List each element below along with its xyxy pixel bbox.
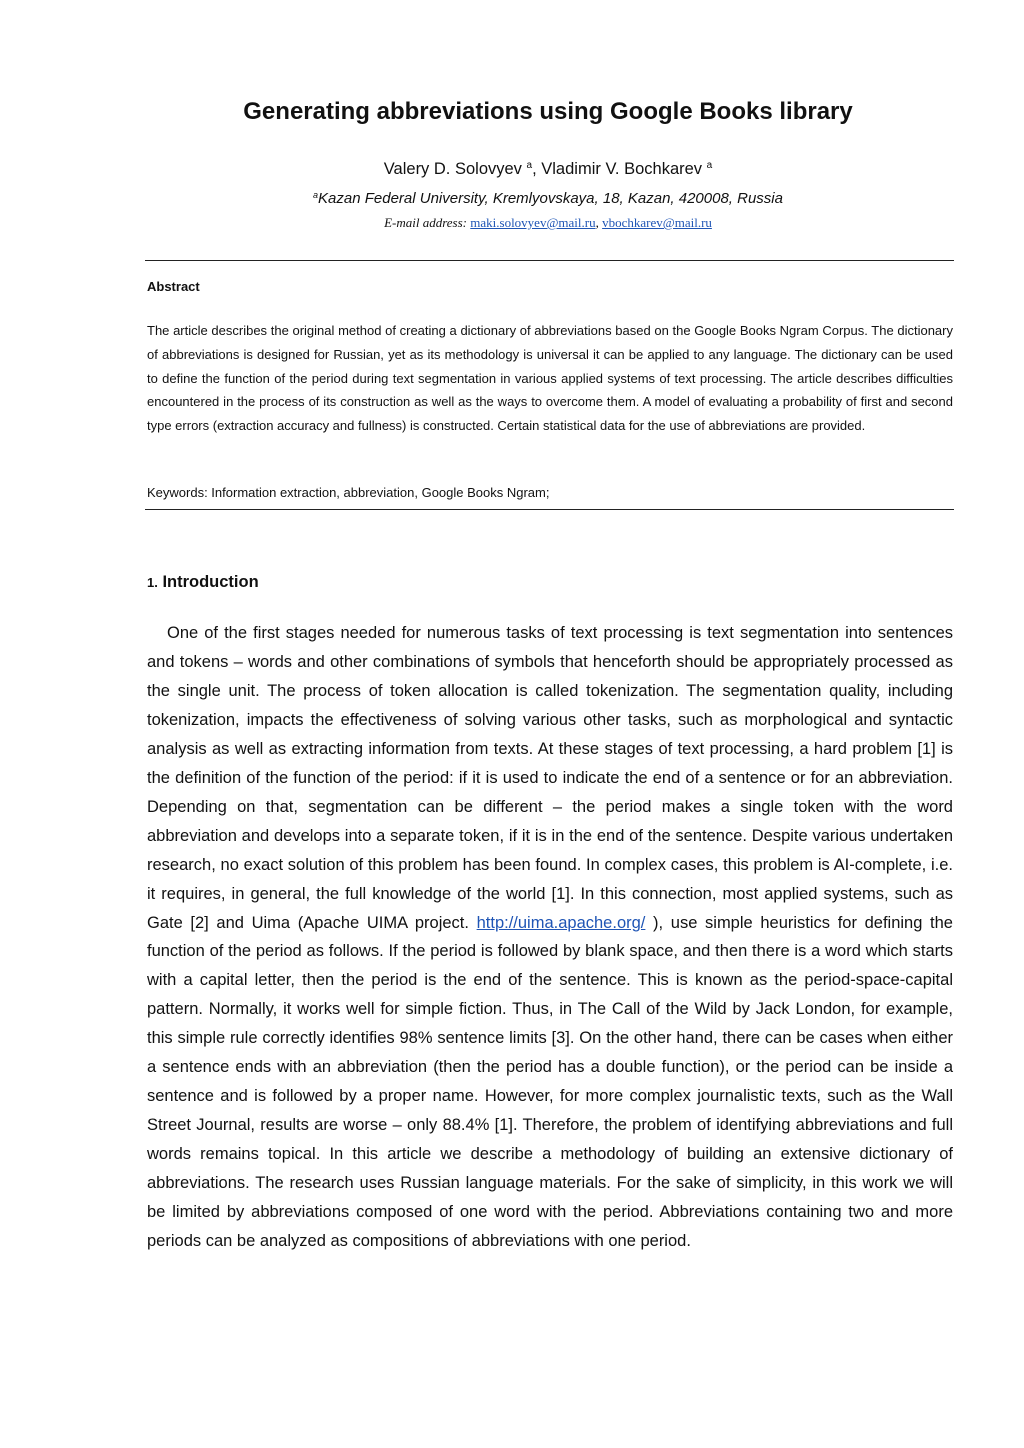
abstract-top-rule — [145, 260, 954, 261]
email-link-bochkarev[interactable]: vbochkarev@mail.ru — [602, 215, 712, 230]
affiliation-mark: a — [313, 190, 319, 200]
section-body-text — [147, 619, 953, 1256]
author-affiliation-mark: a — [706, 160, 713, 171]
email-link-solovyev[interactable]: maki.solovyev@mail.ru — [470, 215, 596, 230]
abstract-bottom-rule — [145, 509, 954, 510]
email-label: E-mail address: — [384, 215, 468, 230]
body-text-part-2: ), use simple heuristics for defining the function of the period as follows. If the period is followed by blank space, and then there is a word which starts with a capital letter, then the period is the end of the sentence. This is known as the period-space-capital pattern. Normally, it works well for simple fiction. Thus, in The Call of the Wild by Jack London, for example, this simple rule correctly identifies 98% sentence limits [3]. On the other hand, there can be cases when either a sentence ends with an abbreviation (then the period has a double function), or the period can be inside a sentence and is followed by a proper name. However, for more complex journalistic texts, such as the Wall Street Journal, results are worse – only 88.4% [1]. Therefore, the problem of identifying abbreviations and full words remains topical. In this article we describe a methodology of building an extensive dictionary of abbreviations. The research uses Russian language materials. For the sake of simplicity, in this work we will be limited by abbreviations composed of one word with the period. Abbreviations containing two and more periods can be analyzed as compositions of abbreviations with one period. — [147, 913, 953, 1251]
email-line: E-mail address: maki.solovyev@mail.ru, vbochkarev@mail.ru — [384, 215, 712, 230]
abstract-heading: Abstract — [147, 279, 200, 294]
author-affiliation-mark: a — [526, 160, 533, 171]
section-number: 1. — [147, 575, 158, 590]
section-heading — [147, 573, 259, 592]
body-text-part-1: One of the first stages needed for numerous tasks of text processing is text segmentation into sentences and tokens – words and other combinations of symbols that henceforth should be appropriately processed as the single unit. The process of token allocation is called tokenization. The segmentation quality, including tokenization, impacts the effectiveness of solving various other tasks, such as morphological and syntactic analysis as well as extracting information from texts. At these stages of text processing, a hard problem [1] is the definition of the function of the period: if it is used to indicate the end of a sentence or for an abbreviation. Depending on that, segmentation can be different – the period makes a single token with the word abbreviation and develops into a separate token, if it is in the end of the sentence. Despite various undertaken research, no exact solution of this problem has been found. In complex cases, this problem is AI-complete, i.e. it requires, in general, the full knowledge of the world [1]. In this connection, most applied systems, such as Gate [2] and Uima (Apache UIMA project. — [147, 624, 953, 932]
uima-link[interactable]: http://uima.apache.org/ — [476, 913, 646, 932]
abstract-text: The article describes the original method of creating a dictionary of abbreviations based on the Google Books Ngram Corpus. The dictionary of abbreviations is designed for Russian, yet as its methodology is universal it can be applied to any language. The dictionary can be used to define the function of the period during text segmentation in various applied systems of text processing. The article describes difficulties encountered in the process of its construction as well as the ways to overcome them. A model of evaluating a probability of first and second type errors (extraction accuracy and fullness) is constructed. Certain statistical data for the use of abbreviations are provided. — [147, 323, 953, 434]
affiliation — [0, 190, 1024, 207]
author-line: Valery D. Solovyev $^a$, Vladimir V. Bochkarev $^a$ — [383, 160, 713, 178]
section-title: Introduction — [162, 573, 259, 591]
author-name: Valery D. Solovyev — [383, 160, 522, 178]
affiliation-text: Kazan Federal University, Kremlyovskaya, 18, Kazan, 420008, Russia — [318, 190, 783, 207]
author-name: Vladimir V. Bochkarev — [541, 160, 703, 178]
paper-title: Generating abbreviations using Google Books library — [243, 98, 853, 125]
keywords: Keywords: Information extraction, abbreviation, Google Books Ngram; — [147, 485, 550, 500]
